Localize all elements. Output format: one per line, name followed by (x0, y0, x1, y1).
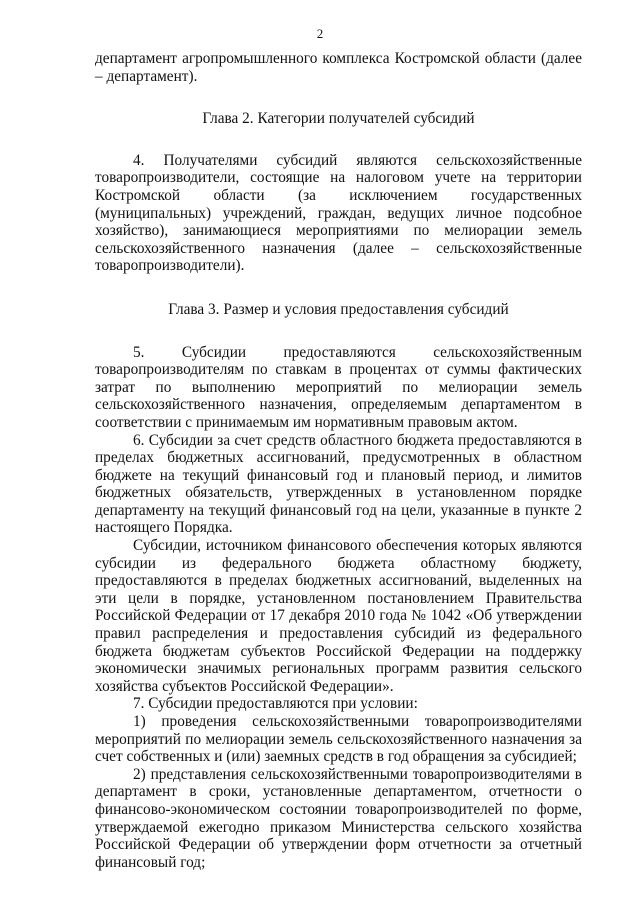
paragraph-5: 5. Субсидии предоставляются сельскохозяйственным товаропроизводителям по ставкам в процентах от суммы фактических затрат по выполнению мероприятий по мелиорации земель сельскохозяйственного назначения, определяемым департаментом в соответствии с принимаемым им нормативным правовым актом. (95, 343, 582, 431)
intro-paragraph: департамент агропромышленного комплекса Костромской области (далее – департамент). (95, 50, 582, 85)
paragraph-4: 4. Получателями субсидий являются сельскохозяйственные товаропроизводители, состоящие на налоговом учете на территории Костромской области (за исключением государственных (муниципальных) учреждений, граждан, ведущих личное подсобное хозяйство), занимающиеся мероприятиями по мелиорации земель сельскохозяйственного назначения (далее – сельскохозяйственные товаропроизводители). (95, 151, 582, 275)
condition-2: 2) представления сельскохозяйственными товаропроизводителями в департамент в сроки, установленные департаментом, отчетности о финансово-экономическом состоянии товаропроизводителей по форме, утверждаемой ежегодно приказом Министерства сельского хозяйства Российской Федерации об утверждении форм отчетности за отчетный финансовый год; (95, 765, 582, 871)
paragraph-7: 7. Субсидии предоставляются при условии: (133, 695, 418, 713)
paragraph-6: 6. Субсидии за счет средств областного бюджета предоставляются в пределах бюджетных ассигнований, предусмотренных в областном бюджете на текущий финансовый год и плановый период, и лимитов бюджетных обязательств, утвержденных в установленном порядке департаменту на текущий финансовый год на цели, указанные в пункте 2 настоящего Порядка. (95, 431, 582, 537)
document-body (95, 50, 582, 871)
paragraph-6-federal: Субсидии, источником финансового обеспечения которых являются субсидии из федерального бюджета областному бюджету, предоставляются в пределах бюджетных ассигнований, выделенных на эти цели в порядке, установленном постановлением Правительства Российской Федерации от 17 декабря 2010 года № 1042 «Об утверждении правил распределения и предоставления субсидий из федерального бюджета бюджетам субъектов Российской Федерации на поддержку экономически значимых региональных программ развития сельского хозяйства субъектов Российской Федерации». (95, 537, 582, 695)
chapter-3-heading: Глава 3. Размер и условия предоставления субсидий (168, 300, 509, 318)
page-number: 2 (316, 26, 324, 41)
condition-1: 1) проведения сельскохозяйственными товаропроизводителями мероприятий по мелиорации земель сельскохозяйственного назначения за счет собственных и (или) заемных средств в год обращения за субсидией; (95, 713, 582, 766)
chapter-2-heading: Глава 2. Категории получателей субсидий (202, 110, 475, 128)
